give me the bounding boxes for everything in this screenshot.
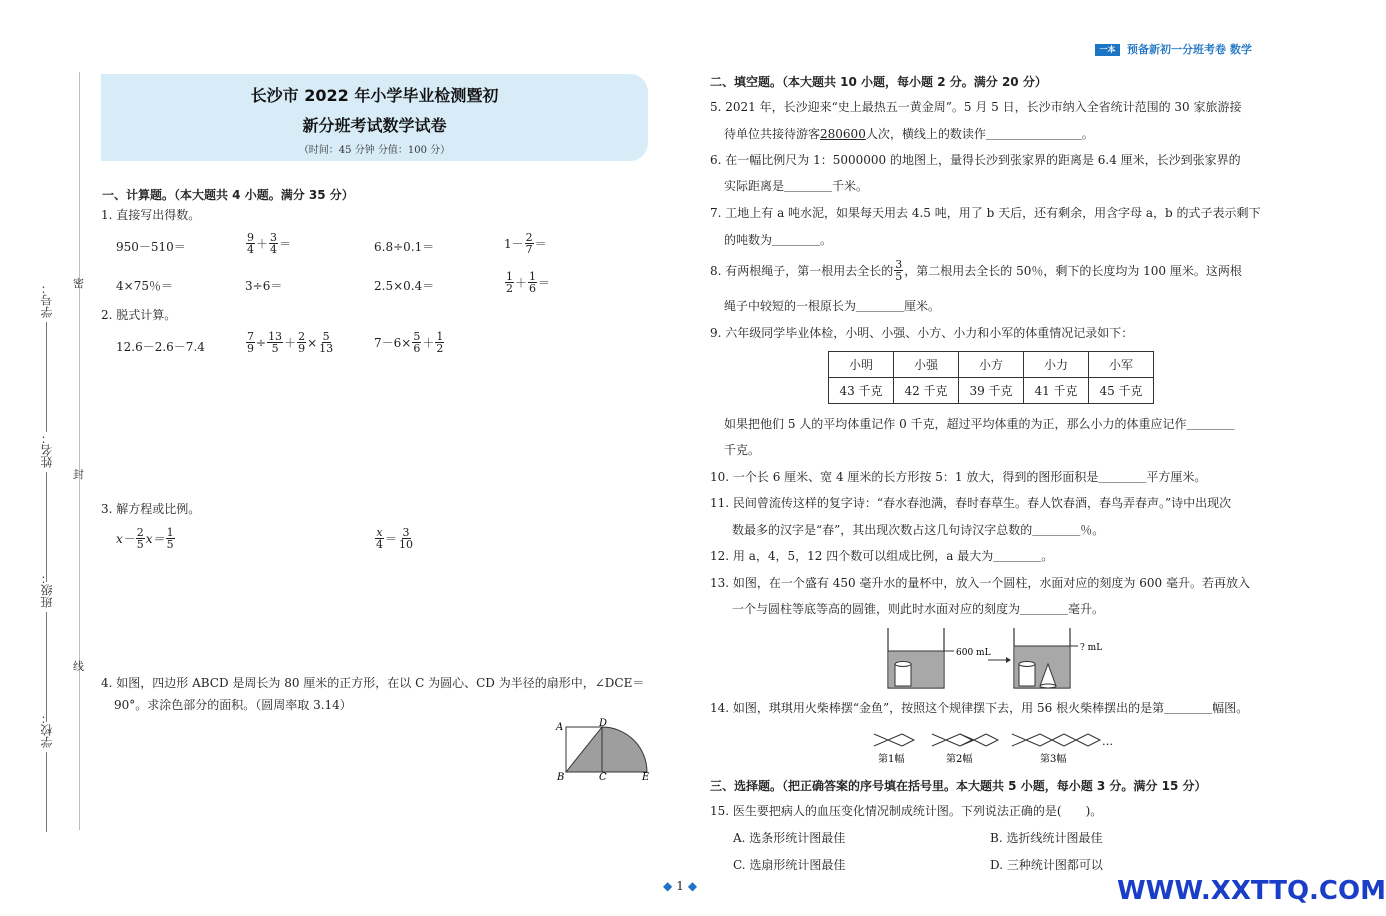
arrow-head-icon (1006, 657, 1011, 663)
q2-c (374, 331, 445, 354)
text: x＝ (145, 532, 165, 546)
fraction (505, 271, 514, 294)
equals: ＝ (534, 237, 547, 251)
fraction (318, 331, 334, 354)
binding-mark-xian: 线 (73, 660, 84, 673)
equals: ＝ (538, 276, 551, 290)
class-rule (46, 612, 47, 722)
table-header-cell: 小强 (894, 352, 959, 378)
fraction (246, 232, 255, 255)
numerator: 3 (895, 258, 903, 271)
cylinder (895, 664, 911, 686)
denominator: 5 (271, 342, 279, 355)
binding-mark-mi: 密 (73, 277, 84, 290)
weight-table (828, 351, 1154, 404)
denominator: 2 (436, 342, 444, 355)
section-2-heading: 二、填空题。（本大题共 10 小题，每小题 2 分。满分 20 分） (710, 75, 1047, 89)
school-field[interactable] (38, 712, 55, 832)
denominator: 6 (413, 342, 421, 355)
numerator: 13 (268, 330, 283, 343)
q15: 15. 医生要把病人的血压变化情况制成统计图。下列说法正确的是( )。 (710, 804, 1103, 818)
class-field[interactable] (38, 572, 55, 722)
q1-g: 2.5×0.4＝ (374, 279, 435, 293)
q15-option-d[interactable]: D. 三种统计图都可以 (990, 858, 1103, 872)
fish-1 (874, 734, 914, 746)
student-name-field[interactable] (38, 432, 55, 582)
q1-e: 4×75％＝ (116, 279, 173, 293)
student-id-label: 学号： (40, 282, 54, 318)
q1-label: 1. 直接写出得数。 (101, 208, 201, 222)
q2-b (245, 331, 335, 354)
q14: 14. 如图，琪琪用火柴棒摆“金鱼”，按照这个规律摆下去，用 56 根火柴棒摆出的是第＿＿＿＿幅图。 (710, 701, 1249, 715)
q8-line2: 绳子中较短的一根原长为＿＿＿＿厘米。 (724, 299, 941, 313)
table-cell: 45 千克 (1089, 378, 1154, 404)
numerator: 1 (166, 526, 174, 539)
fraction (398, 527, 414, 550)
table-header-cell: 小明 (829, 352, 894, 378)
exam-title-line1: 长沙市 2022 年小学毕业检测暨初 (250, 86, 499, 105)
denominator: 9 (298, 342, 306, 355)
q9-line2: 如果把他们 5 人的平均体重记作 0 千克，超过平均体重的为正，那么小力的体重应记作＿＿＿＿ (724, 417, 1235, 431)
q1-d (504, 232, 547, 255)
q5-line2 (724, 126, 1094, 142)
brand-logo: 一本 (1095, 44, 1120, 56)
q7-line1: 7. 工地上有 a 吨水泥，如果每天用去 4.5 吨，用了 b 天后，还有剩余，用含字母 a，b 的式子表示剩下 (710, 206, 1261, 220)
q5-line1: 5. 2021 年，长沙迎来“史上最热五一黄金周”。5 月 5 日，长沙市纳入全省统计范围的 30 家旅游接 (710, 100, 1242, 114)
q3-b (374, 527, 415, 550)
fraction (412, 331, 421, 354)
label-C: C (599, 772, 607, 783)
q13-line2: 一个与圆柱等底等高的圆锥，则此时水面对应的刻度为＿＿＿＿毫升。 (732, 602, 1105, 616)
class-label: 班级： (40, 572, 54, 608)
series-title: 预备新初一分班考卷 数学 (1127, 43, 1252, 56)
q13-line1: 13. 如图，在一个盛有 450 毫升水的量杯中，放入一个圆柱，水面对应的刻度为 600 毫升。若再放入 (710, 576, 1250, 590)
numerator: 1 (506, 270, 513, 283)
q14-figure (870, 728, 1120, 766)
q3-a (116, 527, 176, 550)
q2-a: 12.6－2.6－7.4 (116, 340, 205, 354)
page-number: 1 (676, 879, 684, 893)
label-E: E (642, 772, 650, 783)
numerator: 2 (525, 231, 533, 244)
numerator: 3 (402, 526, 410, 539)
shaded-triangle (566, 727, 602, 772)
fraction (269, 232, 278, 255)
cylinder-2 (1019, 664, 1035, 686)
numerator: 2 (298, 330, 306, 343)
denominator: 6 (529, 282, 537, 295)
numerator: x (376, 526, 383, 539)
fraction (375, 527, 384, 550)
fraction (246, 331, 255, 354)
text: 8. 有两根绳子，第一根用去全长的 (710, 264, 894, 278)
student-name-rule (46, 472, 47, 582)
q11-line1: 11. 民间曾流传这样的复字诗：“春水春池满，春时春草生。春人饮春酒，春鸟弄春声。”诗中出现次 (710, 496, 1232, 510)
q13-figure (884, 626, 1114, 692)
q9-line1: 9. 六年级同学毕业体检，小明、小强、小方、小力和小军的体重情况记录如下： (710, 326, 1134, 340)
q11-line2: 数最多的汉字是“春”，其出现次数占这几句诗汉字总数的＿＿＿＿％。 (732, 523, 1105, 537)
student-id-rule (46, 322, 47, 432)
numerator: 2 (136, 526, 144, 539)
text: 7－6× (374, 336, 412, 350)
denominator: 2 (506, 282, 513, 295)
fraction (267, 331, 283, 354)
table-row (829, 378, 1154, 404)
numerator: 1 (436, 330, 444, 343)
label-A: A (556, 722, 564, 733)
q6-line2: 实际距离是＿＿＿＿千米。 (724, 179, 869, 193)
q12: 12. 用 a，4，5，12 四个数可以组成比例，a 最大为＿＿＿＿。 (710, 549, 1054, 563)
student-id-field[interactable] (38, 282, 55, 432)
denominator: 4 (270, 243, 278, 256)
binding-mark-feng: 封 (73, 468, 84, 481)
q1-b (245, 232, 291, 255)
numerator: 1 (529, 270, 537, 283)
equals: ＝ (279, 237, 292, 251)
watermark: WWW.XXTTQ.COM (1117, 876, 1386, 906)
q15-option-b[interactable]: B. 选折线统计图最佳 (990, 831, 1103, 845)
table-cell: 41 千克 (1024, 378, 1089, 404)
numerator: 5 (322, 330, 330, 343)
q1-f: 3÷6＝ (245, 279, 283, 293)
equals: ＝ (385, 532, 398, 546)
q4-figure (552, 718, 652, 782)
q7-line2: 的吨数为＿＿＿＿。 (724, 233, 833, 247)
table-header-cell: 小方 (959, 352, 1024, 378)
q2-label: 2. 脱式计算。 (101, 308, 177, 322)
q15-option-c[interactable]: C. 选扇形统计图最佳 (733, 858, 846, 872)
numerator: 5 (413, 330, 421, 343)
table-cell: 39 千克 (959, 378, 1024, 404)
table-header-cell: 小军 (1089, 352, 1154, 378)
numerator: 3 (270, 231, 278, 244)
fraction (528, 271, 537, 294)
denominator: 5 (166, 538, 174, 551)
fraction (166, 527, 175, 550)
q8-line1 (710, 259, 1242, 282)
q1-a: 950－510＝ (116, 240, 186, 254)
footer-dot-right: ◆ (687, 879, 698, 893)
title-banner (101, 74, 648, 161)
denominator: 10 (399, 538, 414, 551)
denominator: 7 (525, 243, 533, 256)
q1-c: 6.8÷0.1＝ (374, 240, 435, 254)
student-name-label: 姓名： (40, 432, 54, 468)
operator: ÷ (256, 335, 267, 350)
q9-line3: 千克。 (724, 443, 761, 457)
ellipsis: … (1102, 735, 1113, 748)
caption-1: 第1幅 (878, 754, 905, 765)
cylinder-2-top (1019, 662, 1035, 667)
caption-2: 第2幅 (946, 754, 973, 765)
q4-line1: 4. 如图，四边形 ABCD 是周长为 80 厘米的正方形，在以 C 为圆心、CD 为半径的扇形中，∠DCE＝ (101, 676, 645, 690)
label-D: D (599, 718, 608, 729)
denominator: 9 (247, 342, 254, 355)
cone-base (1040, 684, 1056, 688)
denominator: 5 (136, 538, 144, 551)
q15-option-a[interactable]: A. 选条形统计图最佳 (733, 831, 846, 845)
operator: ＋ (422, 336, 435, 350)
fraction (297, 331, 306, 354)
table-header-row (829, 352, 1154, 378)
fish-3 (1012, 734, 1100, 746)
school-label: 学校： (40, 712, 54, 748)
caption-3: 第3幅 (1040, 754, 1067, 765)
fraction (136, 527, 145, 550)
q3-label: 3. 解方程或比例。 (101, 502, 201, 516)
denominator: 4 (247, 243, 254, 256)
page-footer (663, 879, 697, 893)
denominator: 5 (895, 270, 903, 283)
shaded-sector (602, 727, 647, 772)
table-header-cell: 小力 (1024, 352, 1089, 378)
numerator: 9 (247, 231, 254, 244)
text: x－ (116, 532, 135, 546)
label-unknown-ml: ? mL (1080, 643, 1103, 653)
text: 待单位共接待游客 (724, 127, 821, 141)
label-600ml: 600 mL (956, 648, 991, 658)
q1-h (504, 271, 550, 294)
table-cell: 42 千克 (894, 378, 959, 404)
underlined-number: 280600 (820, 127, 866, 141)
exam-title-line2: 新分班考试数学试卷 (302, 116, 447, 135)
cylinder-top (895, 662, 911, 667)
binding-line (79, 72, 80, 830)
fraction (525, 232, 534, 255)
q4-line2: 90°。求涂色部分的面积。（圆周率取 3.14） (114, 698, 352, 712)
fraction (894, 259, 903, 282)
footer-dot-left: ◆ (663, 879, 673, 893)
denominator: 4 (376, 538, 383, 551)
section-3-heading: 三、选择题。（把正确答案的序号填在括号里。本大题共 5 小题，每小题 3 分。满分 15 分） (710, 779, 1207, 793)
denominator: 13 (319, 342, 334, 355)
section-1-heading: 一、计算题。（本大题共 4 小题。满分 35 分） (102, 188, 354, 202)
label-B: B (557, 772, 565, 783)
text: 人次，横线上的数读作＿＿＿＿＿＿＿＿。 (865, 127, 1094, 141)
school-rule (46, 752, 47, 832)
text: 1－ (504, 237, 524, 251)
q10: 10. 一个长 6 厘米、宽 4 厘米的长方形按 5：1 放大，得到的图形面积是＿＿＿＿平方厘米。 (710, 470, 1207, 484)
operator: × (307, 335, 318, 350)
operator: ＋ (284, 336, 297, 350)
numerator: 7 (247, 330, 254, 343)
operator: ＋ (256, 237, 269, 251)
table-cell: 43 千克 (829, 378, 894, 404)
text: ，第二根用去全长的 50％，剩下的长度均为 100 厘米。这两根 (904, 264, 1242, 278)
exam-info: （时间：45 分钟 分值：100 分） (298, 145, 451, 156)
q6-line1: 6. 在一幅比例尺为 1：5000000 的地图上，量得长沙到张家界的距离是 6.4 厘米，长沙到张家界的 (710, 153, 1241, 167)
operator: ＋ (515, 276, 528, 290)
fraction (435, 331, 444, 354)
fish-2 (932, 734, 998, 746)
